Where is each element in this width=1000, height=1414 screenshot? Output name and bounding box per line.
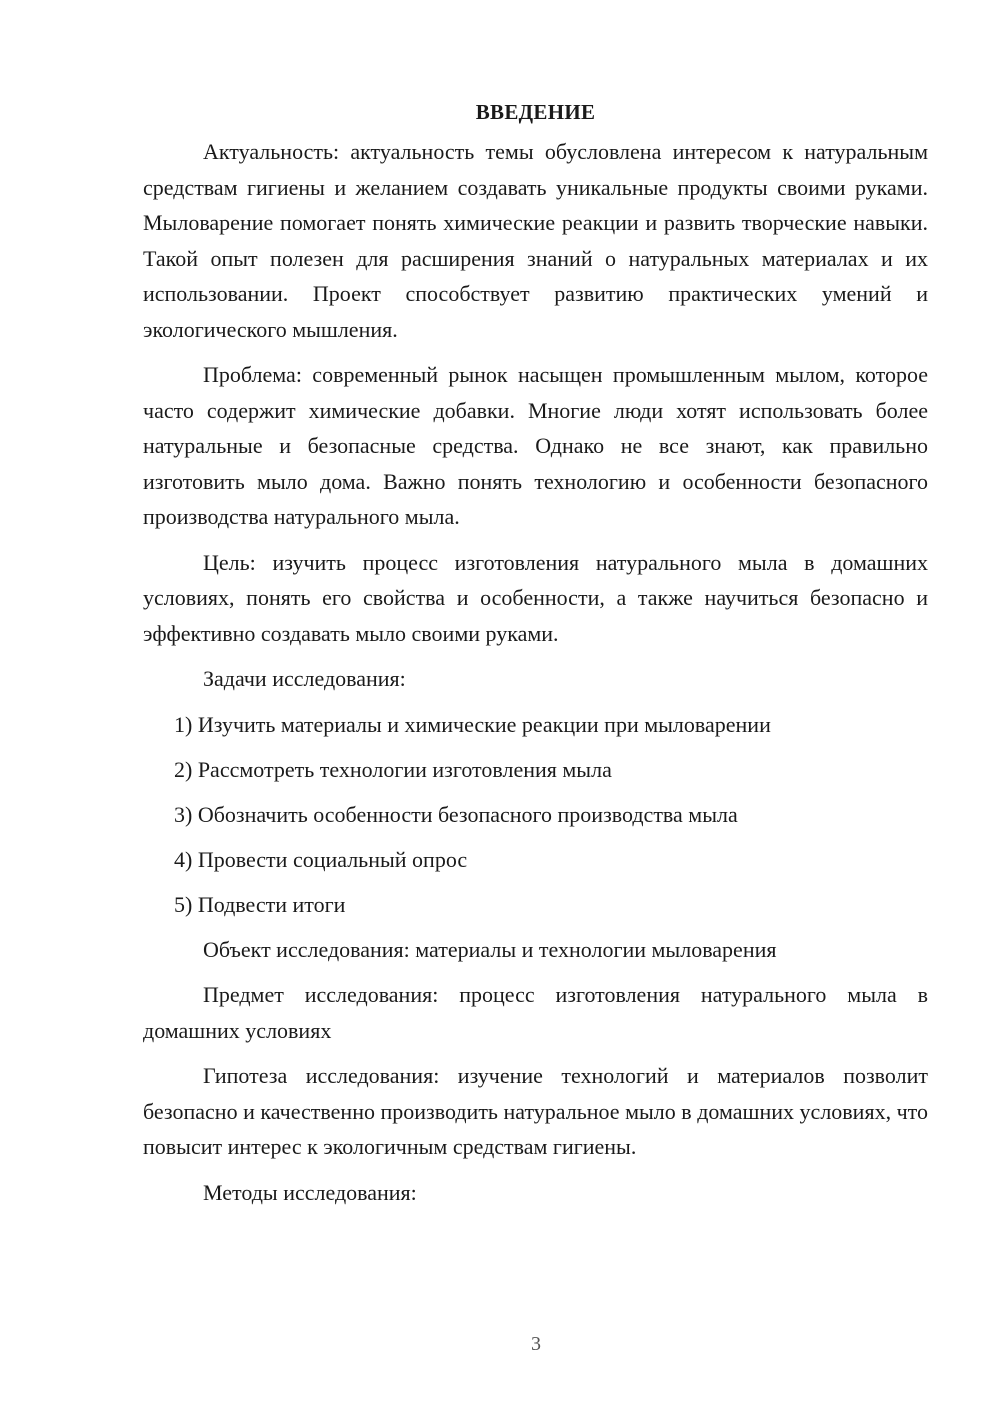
- section-title: ВВЕДЕНИЕ: [475, 100, 596, 124]
- paragraph-subject: Предмет исследования: процесс изготовления натурального мыла в домашних условиях: [143, 982, 928, 1043]
- task-item: 4) Провести социальный опрос: [174, 846, 468, 872]
- page-number: 3: [531, 1333, 541, 1355]
- paragraph-methods: Методы исследования:: [203, 1179, 417, 1205]
- task-item: 1) Изучить материалы и химические реакции при мыловарении: [174, 711, 771, 737]
- document-page: [143, 96, 928, 1210]
- paragraph-relevance: Актуальность: актуальность темы обусловлена интересом к натуральным средствам гигиены и желанием создавать уникальные продукты своими руками. Мыловарение помогает понять химические реакции и развить творческие навыки. Такой опыт полезен для расширения знаний о натуральных материалах и их использовании. Проект способствует развитию практических умений и экологического мышления.: [143, 139, 928, 342]
- paragraph-object: Объект исследования: материалы и технологии мыловарения: [203, 936, 777, 962]
- paragraph-goal: Цель: изучить процесс изготовления натурального мыла в домашних условиях, понять его свойства и особенности, а также научиться безопасно и эффективно создавать мыло своими руками.: [143, 549, 928, 646]
- tasks-heading: Задачи исследования:: [203, 666, 406, 691]
- task-list: [143, 707, 928, 923]
- task-item: 5) Подвести итоги: [174, 891, 346, 917]
- paragraph-problem: Проблема: современный рынок насыщен промышленным мылом, которое часто содержит химические добавки. Многие люди хотят использовать более натуральные и безопасные средства. Однако не все знают, как правильно изготовить мыло дома. Важно понять технологию и особенности безопасного производства натурального мыла.: [143, 362, 928, 529]
- task-item: 2) Рассмотреть технологии изготовления мыла: [174, 756, 612, 782]
- paragraph-hypothesis: Гипотеза исследования: изучение технологий и материалов позволит безопасно и качественно производить натуральное мыло в домашних условиях, что повысит интерес к экологичным средствам гигиены.: [143, 1063, 928, 1159]
- task-item: 3) Обозначить особенности безопасного производства мыла: [174, 801, 738, 827]
